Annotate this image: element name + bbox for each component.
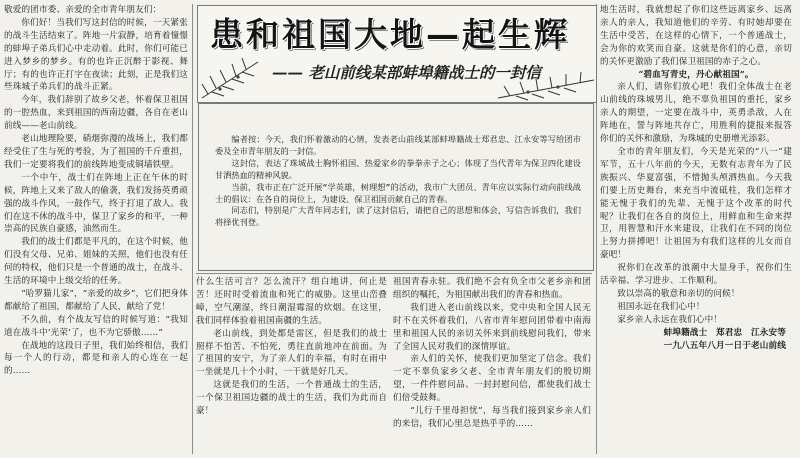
paragraph: 敬爱的团市委、亲爱的全市青年朋友们：: [4, 5, 162, 15]
editor-note-paragraph: 编者按：今天，我们怀着激动的心情，发表老山前线某部蚌埠籍战士郑君忠、江永安等写给团市委及全市青年朋友的一封信。: [215, 134, 581, 156]
closing-line: 家乡亲人永远在我们心中！: [617, 314, 723, 325]
paragraph: 在战地的这段日子里，我们始终相信，我们每一个人的行动，都是和亲人的心连在一起的……: [4, 340, 188, 377]
editor-note-paragraph: 这封信，表达了珠城战士胸怀祖国、热爱家乡的拳拳赤子之心；体现了当代青年为保卫四化建设甘洒热血的精神风貌。: [215, 157, 581, 180]
letter-column-center-left: [196, 276, 387, 454]
paragraph: 老山地理险要，硝烟弥漫的战场上，我们都经受住了生与死的考验，为了祖国的千斤重担，我们一定要将我们的前线阵地变成铜墙铁壁。: [4, 134, 188, 170]
headline-banner: [197, 5, 597, 103]
paragraph: 亲人们的关怀，使我们更加坚定了信念。我们一定不辜负家乡父老、全市青年朋友们的殷切期望，一件件慰问品、一封封慰问信，都使我们战士们倍受鼓舞。: [393, 354, 591, 404]
paragraph: 全市的青年朋友们，今天是光荣的“八一”建军节，五十八年前的今天，无数有志青年为了民族振兴、华夏富强，不惜抛头颅洒热血。今天我们要上历史舞台，来充当中流砥柱，我们怎样才能无愧于我们的先辈、无愧于这个改革的时代呢？让我们在各自的岗位上，用鲜血和生命来捍卫，用智慧和汗水来建设，让我们在不同的岗位上努力拼搏吧！让祖国为有我们这样的儿女而自豪吧！: [600, 146, 792, 261]
letter-column-left: [4, 4, 188, 454]
paragraph: 我们的战士们都是平凡的，在这个时候，他们没有父母、兄弟、姐妹的关照，他们也没有任何的特权，他们只是一个普通的战士，在战斗、生活的环境中上级交给的任务。: [4, 237, 188, 287]
paragraph: 老山前线，到处都是雷区，但是我们的战士照样不怕苦、不怕死，勇往直前地冲在前面。为了祖国的安宁，为了亲人们的幸福，有时在雨中一坐就是几十个小时，一干就是好几天。: [196, 328, 387, 378]
paragraph: 一个中午，战士们在阵地上正在午休的时候，阵地上又来了敌人的偷袭，我们发扬英勇顽强的战斗作风，一鼓作气，终于打退了敌人。我们在这不休的战斗中，保卫了家乡的和平，一种崇高的民族自豪感，油然而生。: [4, 172, 188, 235]
headline-title: 患和祖国大地—起生辉: [210, 15, 570, 54]
paragraph: 你们好！当我们写这封信的时候，一天紧张的战斗生活结束了。阵地一片寂静，培育着憧憬的蚌埠子弟兵们心中走动着。此时，你们可能已进入梦乡的梦乡。有的也许正沉醉于影视、舞厅；有的也许正打字在夜读；此刻，正是我们这些珠城子弟兵们的战斗正紧。: [4, 17, 188, 93]
section-divider: [196, 273, 592, 274]
paragraph: 今年，我们辞别了故乡父老，怀着保卫祖国的一腔热血，来到祖国的西南边疆，各自在老山前线——老山前线。: [4, 95, 188, 132]
headline-subtitle: —— 老山前线某部蚌埠籍战士的一封信: [272, 63, 541, 82]
paragraph: 亲人们，请你们放心吧！我们全体战士在老山前线的珠城男儿，绝不辜负祖国的重托，家乡亲人的期望，一定要在战斗中，英勇杀敌，人在阵地在，誓与阵地共存亡，用胜利的捷报来报答你们的关怀和激励，为珠城的史册增光添彩。: [600, 82, 792, 145]
paragraph: 什么生活可言？怎么流汗？组白地讲，何止是苦！还时时受着流血和死亡的威胁。这里山峦叠嶂，空气潮湿，终日潮湿霉湿的炊烟。在这里，我们同样体验着祖国南疆的生活。: [196, 277, 387, 326]
letter-column-right: [600, 4, 792, 454]
paragraph: “儿行千里母担忧”，每当我们接到家乡亲人们的来信，我们心里总是热乎乎的……: [393, 406, 591, 429]
paragraph: “哈罗猫儿家”，“亲爱的故乡”，它们把身体都献给了祖国，都献给了人民，献给了党！: [4, 288, 188, 312]
letter-column-center-right: [393, 276, 591, 454]
editor-note-paragraph: 当前，我市正在广泛开展“学英雄，树理想”的活动，我市广大团员、青年应以实际行动向前线战士的倡议：在各自的岗位上，为建设、保卫祖国贡献自己的青春。: [215, 181, 581, 204]
paragraph: 不久前，有个战友写信的时候写道：“我知道在战斗中‘光荣’了，也不为它骄傲……”: [4, 314, 188, 338]
paragraph: 这就是我们的生活，一个普通战士的生活，一个保卫祖国边疆的战士的生活，我们为此而自豪！: [196, 380, 387, 417]
slogan-line: “碧血写青史，丹心献祖国”。: [638, 69, 754, 80]
editor-note-paragraph: 同志们，特别是广大青年同志们，读了这封信后，请把自己的思想和体会，写信告诉我们，我们将择优刊登。: [215, 205, 581, 228]
paragraph: 祖国青春永驻。我们绝不会有负全市父老乡亲和团组织的嘱托，为祖国献出我们的青春和热血。: [393, 277, 591, 300]
paragraph: 祝你们在改革的浪潮中大显身手，祝你们生活幸福、学习进步、工作顺利。: [600, 263, 792, 287]
column-rule: [192, 4, 193, 454]
closing-line: 致以崇高的敬意和亲切的问候！: [617, 288, 740, 299]
signature: 蚌埠籍战士 郑君忠 江永安等: [663, 327, 786, 338]
letter-date: 一九八五年八月一日于老山前线: [663, 340, 786, 351]
editor-note-box: [198, 103, 594, 271]
paragraph: 我们进入老山前线以来，党中央和全国人民无时不在关怀着我们，八省市青年慰问团带着中南海里和祖国人民的亲切关怀来到前线慰问我们，带来了全国人民对我们的深情厚谊。: [393, 302, 591, 352]
closing-line: 祖国永远在我们心中！: [617, 301, 705, 312]
paragraph: 地生活时，我就想起了你们这些远离家乡、远离亲人的亲人，我知道他们的辛劳、有时她却要在生活中受苦，在这样的心情下，一个普通战士，会为你的欢笑而自豪。这就是你们的心意，亲切的关怀更激励了我们保卫祖国的赤子之心。: [600, 5, 792, 67]
